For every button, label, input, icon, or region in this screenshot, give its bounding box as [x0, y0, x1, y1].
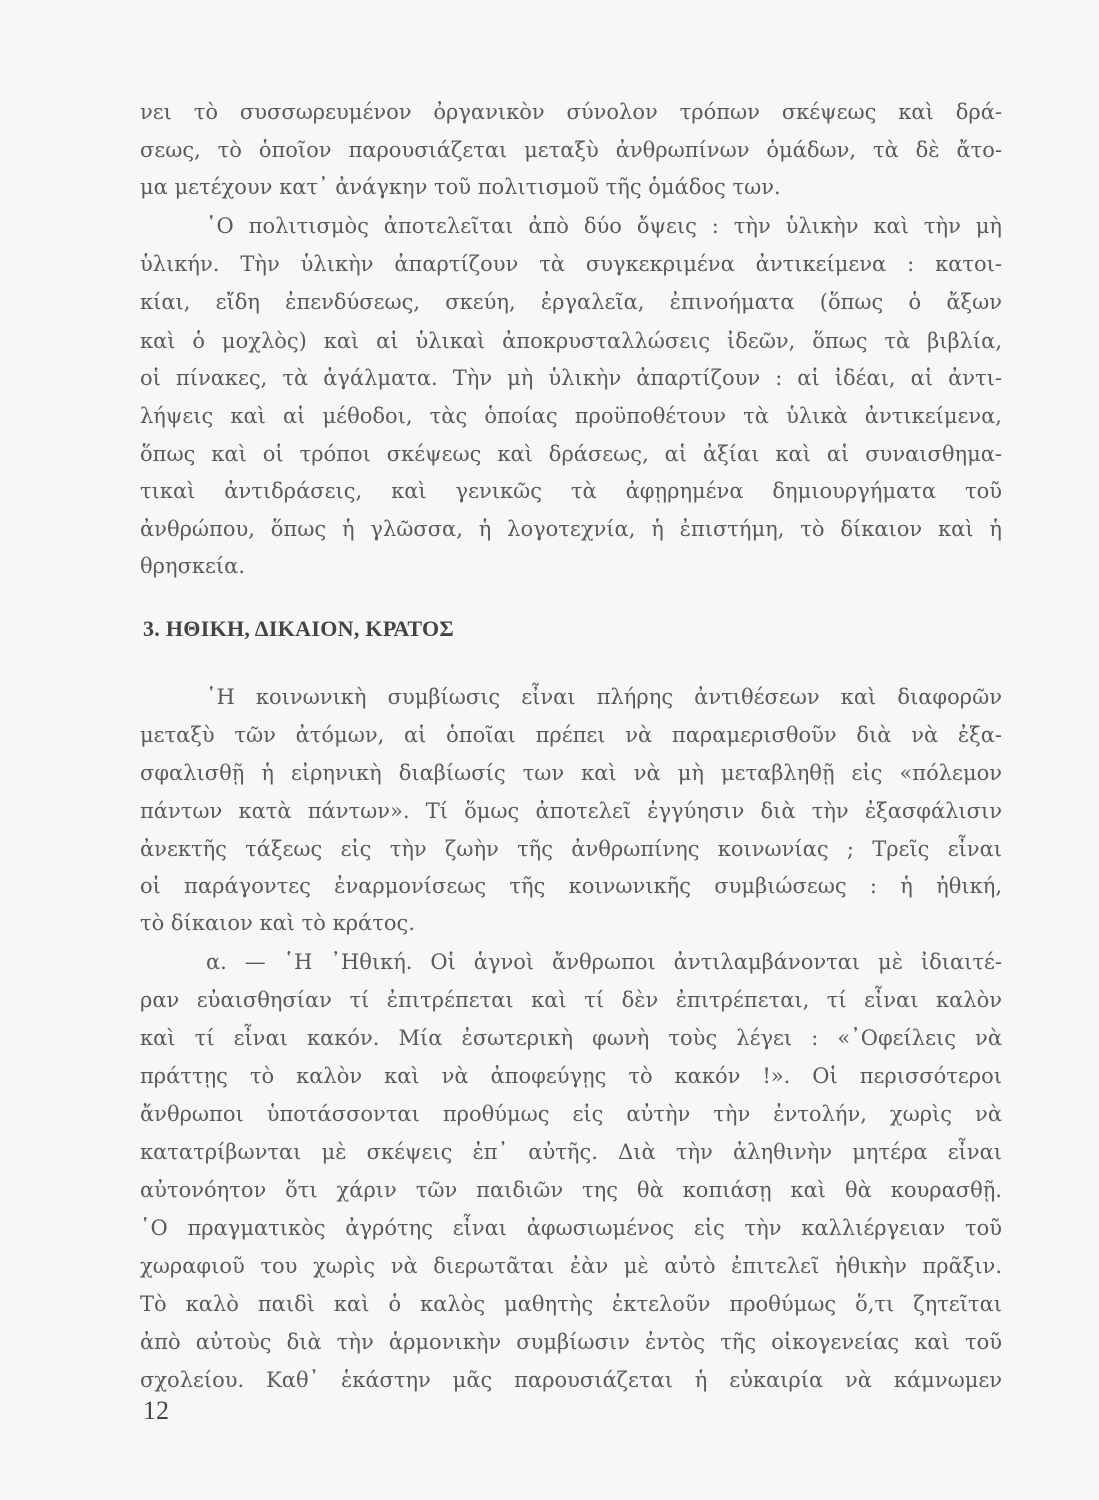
- text-line: ῾Ο πραγματικὸς ἀγρότης εἶναι ἀφωσιωμένος εἰς τὴν καλλιέργειαν τοῦ: [140, 1216, 1002, 1240]
- text-line: μα μετέχουν κατ᾽ ἀνάγκην τοῦ πολιτισμοῦ τῆς ὁμάδος των.: [140, 175, 781, 199]
- text-line: ὑλικήν. Τὴν ὑλικὴν ἀπαρτίζουν τὰ συγκεκριμένα ἀντικείμενα : κατοι-: [140, 252, 1002, 276]
- text-line: λήψεις καὶ αἱ μέθοδοι, τὰς ὁποίας προϋποθέτουν τὰ ὑλικὰ ἀντικείμενα,: [140, 404, 1002, 428]
- text-line: καὶ τί εἶναι κακόν. Μία ἐσωτερικὴ φωνὴ τοὺς λέγει : «᾿Οφείλεις νὰ: [140, 1026, 1002, 1050]
- text-line: καὶ ὁ μοχλὸς) καὶ αἱ ὑλικαὶ ἀποκρυσταλλώσεις ἰδεῶν, ὅπως τὰ βιβλία,: [140, 329, 1002, 353]
- text-line: οἱ πίνακες, τὰ ἀγάλματα. Τὴν μὴ ὑλικὴν ἀπαρτίζουν : αἱ ἰδέαι, αἱ ἀντι-: [140, 366, 1002, 390]
- text-line: ἀνθρώπου, ὅπως ἡ γλῶσσα, ἡ λογοτεχνία, ἡ ἐπιστήμη, τὸ δίκαιον καὶ ἡ: [140, 517, 1002, 541]
- text-line: πράττῃς τὸ καλὸν καὶ νὰ ἀποφεύγῃς τὸ κακόν !». Οἱ περισσότεροι: [140, 1064, 1002, 1088]
- text-line: α. — ῾Η ᾿Ηθική. Οἱ ἁγνοὶ ἄνθρωποι ἀντιλαμβάνονται μὲ ἰδιαιτέ-: [206, 950, 1002, 974]
- text-line: αὐτονόητον ὅτι χάριν τῶν παιδιῶν της θὰ κοπιάσῃ καὶ θὰ κουρασθῇ.: [140, 1178, 1002, 1202]
- text-line: ῾Ο πολιτισμὸς ἀποτελεῖται ἀπὸ δύο ὄψεις : τὴν ὑλικὴν καὶ τὴν μὴ: [206, 214, 1002, 238]
- text-line: θρησκεία.: [140, 554, 245, 578]
- text-line: τὸ δίκαιον καὶ τὸ κράτος.: [140, 911, 415, 935]
- text-line: χωραφιοῦ του χωρὶς νὰ διερωτᾶται ἐὰν μὲ αὐτὸ ἐπιτελεῖ ἠθικὴν πρᾶξιν.: [140, 1254, 1002, 1278]
- text-line: σεως, τὸ ὁποῖον παρουσιάζεται μεταξὺ ἀνθρωπίνων ὁμάδων, τὰ δὲ ἄτο-: [140, 138, 1002, 162]
- text-line: σφαλισθῇ ἡ εἰρηνικὴ διαβίωσίς των καὶ νὰ μὴ μεταβληθῇ εἰς «πόλεμον: [140, 761, 1002, 785]
- text-line: ὅπως καὶ οἱ τρόποι σκέψεως καὶ δράσεως, αἱ ἀξίαι καὶ αἱ συναισθημα-: [140, 442, 1002, 466]
- text-line: ἄνθρωποι ὑποτάσσονται προθύμως εἰς αὐτὴν τὴν ἐντολήν, χωρὶς νὰ: [140, 1102, 1002, 1126]
- section-heading: 3. ΗΘΙΚΗ, ΔΙΚΑΙΟΝ, ΚΡΑΤΟΣ: [143, 616, 455, 641]
- text-line: ἀνεκτῆς τάξεως εἰς τὴν ζωὴν τῆς ἀνθρωπίνης κοινωνίας ; Τρεῖς εἶναι: [140, 837, 1002, 861]
- text-line: οἱ παράγοντες ἐναρμονίσεως τῆς κοινωνικῆς συμβιώσεως : ἡ ἠθική,: [140, 874, 1002, 898]
- page-number: 12: [143, 1396, 169, 1425]
- text-line: κίαι, εἴδη ἐπενδύσεως, σκεύη, ἐργαλεῖα, ἐπινοήματα (ὅπως ὁ ἄξων: [140, 290, 1002, 314]
- text-line: σχολείου. Καθ᾽ ἑκάστην μᾶς παρουσιάζεται ἡ εὐκαιρία νὰ κάμνωμεν: [140, 1368, 1002, 1392]
- text-line: τικαὶ ἀντιδράσεις, καὶ γενικῶς τὰ ἀφῃρημένα δημιουργήματα τοῦ: [140, 479, 1002, 503]
- text-line: νει τὸ συσσωρευμένον ὀργανικὸν σύνολον τρόπων σκέψεως καὶ δρά-: [140, 100, 1002, 124]
- text-line: ραν εὐαισθησίαν τί ἐπιτρέπεται καὶ τί δὲν ἐπιτρέπεται, τί εἶναι καλὸν: [140, 988, 1002, 1012]
- text-line: κατατρίβωνται μὲ σκέψεις ἐπ᾽ αὐτῆς. Διὰ τὴν ἀληθινὴν μητέρα εἶναι: [140, 1140, 1002, 1164]
- text-line: ῾Η κοινωνικὴ συμβίωσις εἶναι πλήρης ἀντιθέσεων καὶ διαφορῶν: [206, 685, 1002, 709]
- text-line: Τὸ καλὸ παιδὶ καὶ ὁ καλὸς μαθητὴς ἐκτελοῦν προθύμως ὅ,τι ζητεῖται: [140, 1292, 1002, 1316]
- text-line: μεταξὺ τῶν ἀτόμων, αἱ ὁποῖαι πρέπει νὰ παραμερισθοῦν διὰ νὰ ἐξα-: [140, 723, 1002, 747]
- text-line: πάντων κατὰ πάντων». Τί ὅμως ἀποτελεῖ ἐγγύησιν διὰ τὴν ἐξασφάλισιν: [140, 799, 1002, 823]
- text-line: ἀπὸ αὐτοὺς διὰ τὴν ἁρμονικὴν συμβίωσιν ἐντὸς τῆς οἰκογενείας καὶ τοῦ: [140, 1330, 1002, 1354]
